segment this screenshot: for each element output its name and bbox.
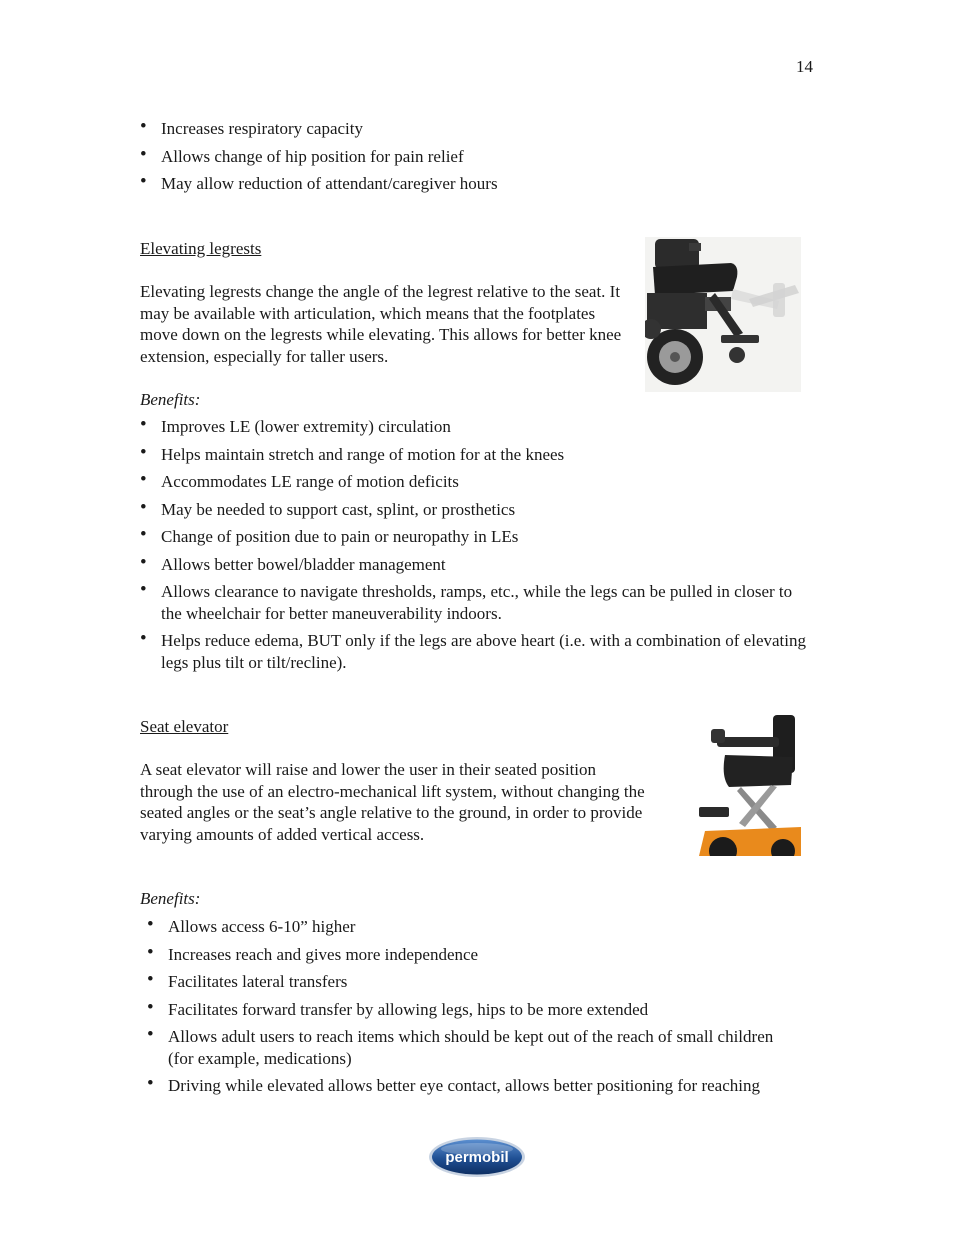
list-item: • Allows access 6-10” higher [147, 916, 787, 938]
elevating-legrests-benefits-label: Benefits: [140, 390, 201, 409]
list-item: • Increases respiratory capacity [140, 118, 800, 140]
top-bullet-list [140, 118, 800, 201]
list-item: • Allows change of hip position for pain relief [140, 146, 800, 168]
seat-elevator-benefits-label: Benefits: [140, 889, 201, 908]
list-item: • Facilitates lateral transfers [147, 971, 787, 993]
list-item: • Change of position due to pain or neuropathy in LEs [140, 526, 810, 548]
list-item: • Allows clearance to navigate thresholds, ramps, etc., while the legs can be pulled in closer to the wheelchair for better maneuverability indoors. [140, 581, 810, 624]
permobil-logo [428, 1135, 526, 1179]
page-number: 14 [796, 57, 813, 76]
seat-elevator-photo [697, 715, 801, 856]
section-heading-seat-elevator: Seat elevator [140, 717, 229, 736]
section-heading-elevating-legrests: Elevating legrests [140, 239, 262, 258]
list-item: • Allows adult users to reach items which should be kept out of the reach of small children (for example, medications) [147, 1026, 787, 1069]
list-item: • May allow reduction of attendant/caregiver hours [140, 173, 800, 195]
list-item: • Improves LE (lower extremity) circulation [140, 416, 810, 438]
logo-text: permobil [445, 1149, 509, 1166]
elevating-legrests-photo [645, 237, 801, 392]
list-item: • Helps reduce edema, BUT only if the legs are above heart (i.e. with a combination of elevating legs plus tilt or tilt/recline). [140, 630, 810, 673]
list-item: • Facilitates forward transfer by allowing legs, hips to be more extended [147, 999, 787, 1021]
list-item: • Increases reach and gives more independence [147, 944, 787, 966]
list-item: • Allows better bowel/bladder management [140, 554, 810, 576]
list-item: • May be needed to support cast, splint, or prosthetics [140, 499, 810, 521]
elevating-legrests-benefits-list [140, 416, 810, 679]
list-item: • Driving while elevated allows better eye contact, allows better positioning for reaching [147, 1075, 787, 1097]
elevating-legrests-paragraph: Elevating legrests change the angle of the legrest relative to the seat. It may be available with articulation, which means that the footplates move down on the legrests while elevating. This allows for better knee extension, especially for taller users. [140, 282, 622, 366]
list-item: • Helps maintain stretch and range of motion for at the knees [140, 444, 810, 466]
list-item: • Accommodates LE range of motion deficits [140, 471, 810, 493]
seat-elevator-benefits-list [147, 916, 787, 1103]
seat-elevator-paragraph: A seat elevator will raise and lower the user in their seated position through the use of an electro-mechanical lift system, without changing the seated angles or the seat’s angle relative to the ground, in order to provide varying amounts of added vertical access. [140, 760, 645, 844]
